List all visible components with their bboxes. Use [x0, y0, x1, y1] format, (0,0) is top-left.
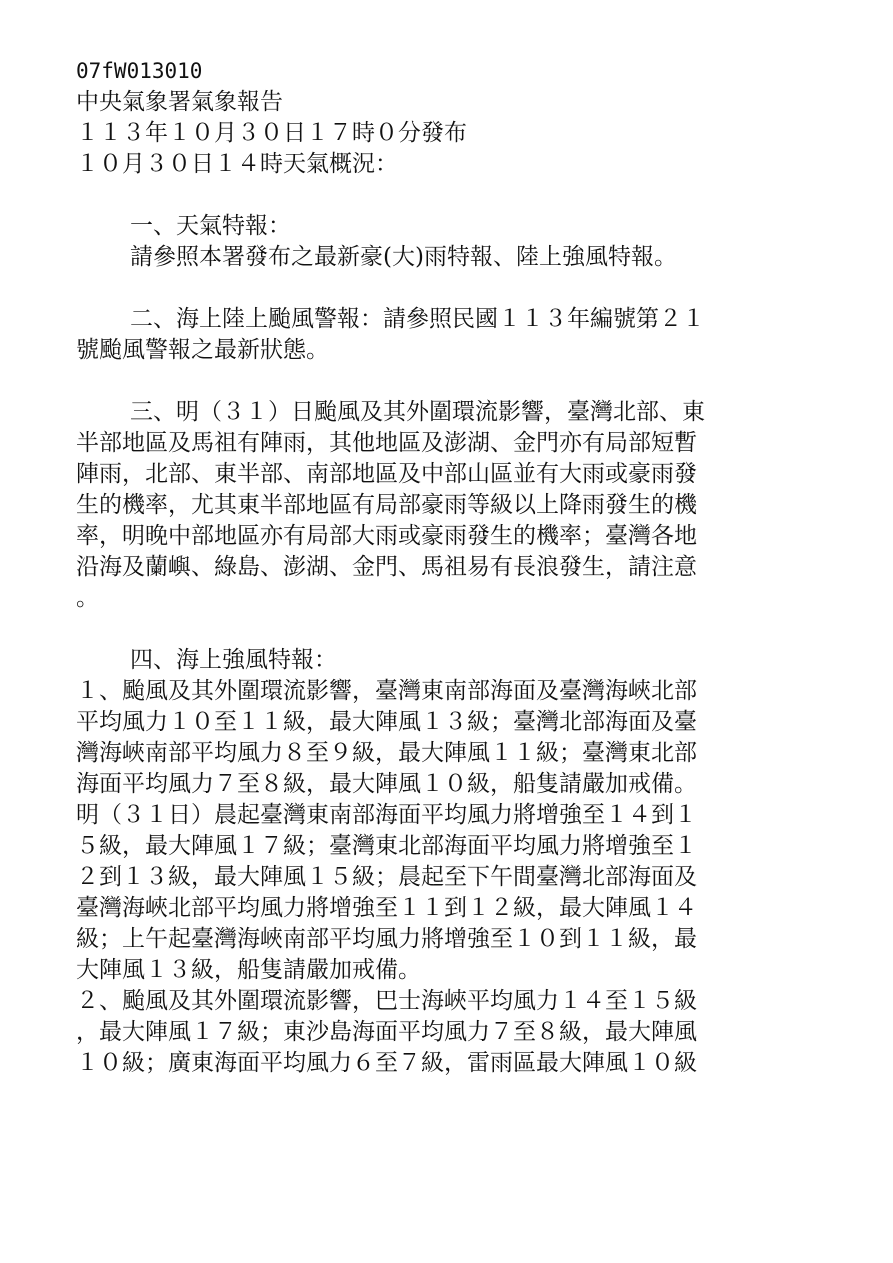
section1-heading: 一、天氣特報： [130, 213, 291, 239]
section4-line: ５級，最大陣風１７級；臺灣東北部海面平均風力將增強至１ [76, 833, 697, 859]
section3-line: 三、明（３１）日颱風及其外圍環流影響，臺灣北部、東 [130, 399, 705, 425]
section4-heading: 四、海上強風特報： [130, 647, 337, 673]
overview-heading: １０月３０日１４時天氣概況： [76, 151, 398, 177]
section4-line: ２、颱風及其外圍環流影響，巴士海峽平均風力１４至１５級 [76, 988, 697, 1014]
section4-line: ，最大陣風１７級；東沙島海面平均風力７至８級，最大陣風 [76, 1019, 697, 1045]
section3-line: 沿海及蘭嶼、綠島、澎湖、金門、馬祖易有長浪發生，請注意 [76, 554, 697, 580]
report-code: 07fW013010 [76, 59, 203, 83]
section2-line: 二、海上陸上颱風警報：請參照民國１１３年編號第２１ [130, 306, 705, 332]
section4-line: 明（３１日）晨起臺灣東南部海面平均風力將增強至１４到１ [76, 802, 697, 828]
section2-line: 號颱風警報之最新狀態。 [76, 337, 329, 363]
section4-line: 灣海峽南部平均風力８至９級，最大陣風１１級；臺灣東北部 [76, 740, 697, 766]
section4-line: 海面平均風力７至８級，最大陣風１０級，船隻請嚴加戒備。 [76, 771, 697, 797]
section3-line: 率，明晚中部地區亦有局部大雨或豪雨發生的機率；臺灣各地 [76, 523, 697, 549]
weather-report-document [76, 56, 811, 1079]
agency-title: 中央氣象署氣象報告 [76, 89, 283, 115]
section4-line: 平均風力１０至１１級，最大陣風１３級；臺灣北部海面及臺 [76, 709, 697, 735]
section1-text: 請參照本署發布之最新豪(大)雨特報、陸上強風特報。 [130, 244, 677, 270]
issue-time: １１３年１０月３０日１７時０分發布 [76, 120, 467, 146]
section4-line: ２到１３級，最大陣風１５級；晨起至下午間臺灣北部海面及 [76, 864, 697, 890]
section4-line: １０級；廣東海面平均風力６至７級，雷雨區最大陣風１０級 [76, 1050, 697, 1076]
section3-line: 。 [76, 585, 99, 611]
section3-line: 生的機率，尤其東半部地區有局部豪雨等級以上降雨發生的機 [76, 492, 697, 518]
spacer [76, 273, 811, 304]
section3-line: 陣雨，北部、東半部、南部地區及中部山區並有大雨或豪雨發 [76, 461, 697, 487]
section4-line: 級；上午起臺灣海峽南部平均風力將增強至１０到１１級，最 [76, 926, 697, 952]
section4-line: 大陣風１３級，船隻請嚴加戒備。 [76, 957, 421, 983]
spacer [76, 366, 811, 397]
spacer [76, 614, 811, 645]
section4-line: １、颱風及其外圍環流影響，臺灣東南部海面及臺灣海峽北部 [76, 678, 697, 704]
section3-line: 半部地區及馬祖有陣雨，其他地區及澎湖、金門亦有局部短暫 [76, 430, 697, 456]
section4-line: 臺灣海峽北部平均風力將增強至１１到１２級，最大陣風１４ [76, 895, 697, 921]
spacer [76, 180, 811, 211]
